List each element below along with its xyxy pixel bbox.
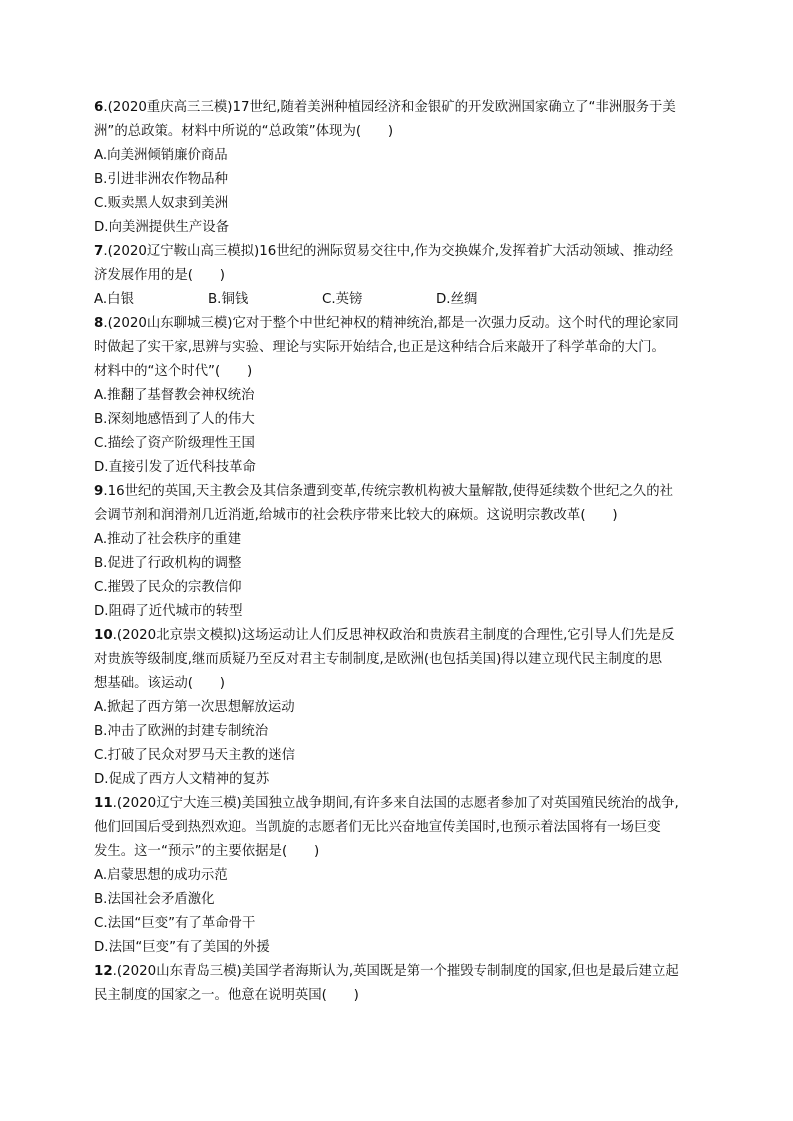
option-c: C.贩卖黑人奴隶到美洲: [94, 196, 229, 211]
option-c: C.法国“巨变”有了革命骨干: [94, 916, 256, 931]
question-7: [94, 240, 706, 312]
question-number: 7: [94, 244, 104, 259]
option-b: B.法国社会矛盾激化: [94, 892, 215, 907]
question-stem-line: 洲”的总政策。材料中所说的“总政策”体现为( ): [94, 124, 394, 139]
option-c: C.打破了民众对罗马天主教的迷信: [94, 748, 296, 763]
question-stem-line: 8.(2020山东聊城三模)它对于整个中世纪神权的精神统治,都是一次强力反动。这个时代的理论家同: [94, 316, 679, 331]
question-11: [94, 792, 706, 960]
option-c: C.英镑: [322, 292, 363, 307]
question-stem-line: 7.(2020辽宁鞍山高三模拟)16世纪的洲际贸易交往中,作为交换媒介,发挥着扩大活动领域、推动经: [94, 244, 674, 259]
option-a: A.白银: [94, 292, 134, 307]
option-a: A.掀起了西方第一次思想解放运动: [94, 700, 295, 715]
option-d: D.促成了西方人文精神的复苏: [94, 772, 270, 787]
question-stem-line: 发生。这一“预示”的主要依据是( ): [94, 844, 320, 859]
option-b: B.深刻地感悟到了人的伟大: [94, 412, 255, 427]
option-b: B.冲击了欧洲的封建专制统治: [94, 724, 269, 739]
option-b: B.引进非洲农作物品种: [94, 172, 228, 187]
question-stem-line: 对贵族等级制度,继而质疑乃至反对君主专制制度,是欧洲(也包括美国)得以建立现代民主制度的思: [94, 652, 662, 667]
question-stem-line: 想基础。该运动( ): [94, 676, 225, 691]
option-a: A.启蒙思想的成功示范: [94, 868, 228, 883]
options-row: [94, 288, 706, 312]
question-number: 9: [94, 484, 104, 499]
option-b: B.铜钱: [208, 292, 249, 307]
question-stem-line: 济发展作用的是( ): [94, 268, 225, 283]
question-stem-line: 11.(2020辽宁大连三模)美国独立战争期间,有许多来自法国的志愿者参加了对英国殖民统治的战争,: [94, 796, 679, 811]
document-page: [94, 96, 706, 1008]
question-stem-line: 12.(2020山东青岛三模)美国学者海斯认为,英国既是第一个摧毁专制制度的国家,但也是最后建立起: [94, 964, 679, 979]
question-stem-line: 10.(2020北京崇文模拟)这场运动让人们反思神权政治和贵族君主制度的合理性,它引导人们先是反: [94, 628, 675, 643]
question-8: [94, 312, 706, 480]
option-d: D.阻碍了近代城市的转型: [94, 604, 243, 619]
option-c: C.描绘了资产阶级理性王国: [94, 436, 255, 451]
question-stem-line: 会调节剂和润滑剂几近消逝,给城市的社会秩序带来比较大的麻烦。这说明宗教改革( ): [94, 508, 618, 523]
question-stem-line: 9.16世纪的英国,天主教会及其信条遭到变革,传统宗教机构被大量解散,使得延续数个世纪之久的社: [94, 484, 674, 499]
question-number: 10: [94, 628, 113, 643]
option-d: D.法国“巨变”有了美国的外援: [94, 940, 270, 955]
question-10: [94, 624, 706, 792]
option-d: D.向美洲提供生产设备: [94, 220, 230, 235]
question-number: 11: [94, 796, 113, 811]
question-number: 8: [94, 316, 104, 331]
question-12: [94, 960, 706, 1008]
option-c: C.摧毁了民众的宗教信仰: [94, 580, 242, 595]
question-stem-line: 民主制度的国家之一。他意在说明英国( ): [94, 988, 359, 1003]
option-a: A.推动了社会秩序的重建: [94, 532, 242, 547]
option-d: D.丝绸: [436, 292, 478, 307]
option-a: A.推翻了基督教会神权统治: [94, 388, 255, 403]
question-stem-line: 时做起了实干家,思辨与实验、理论与实际开始结合,也正是这种结合后来敲开了科学革命的大门。: [94, 340, 665, 355]
question-9: [94, 480, 706, 624]
question-stem-line: 6.(2020重庆高三三模)17世纪,随着美洲种植园经济和金银矿的开发欧洲国家确立了“非洲服务于美: [94, 100, 676, 115]
question-number: 6: [94, 100, 104, 115]
question-6: [94, 96, 706, 240]
question-stem-line: 材料中的“这个时代”( ): [94, 364, 253, 379]
option-d: D.直接引发了近代科技革命: [94, 460, 256, 475]
option-b: B.促进了行政机构的调整: [94, 556, 242, 571]
question-stem-line: 他们回国后受到热烈欢迎。当凯旋的志愿者们无比兴奋地宣传美国时,也预示着法国将有一场巨变: [94, 820, 661, 835]
option-a: A.向美洲倾销廉价商品: [94, 148, 228, 163]
question-number: 12: [94, 964, 113, 979]
